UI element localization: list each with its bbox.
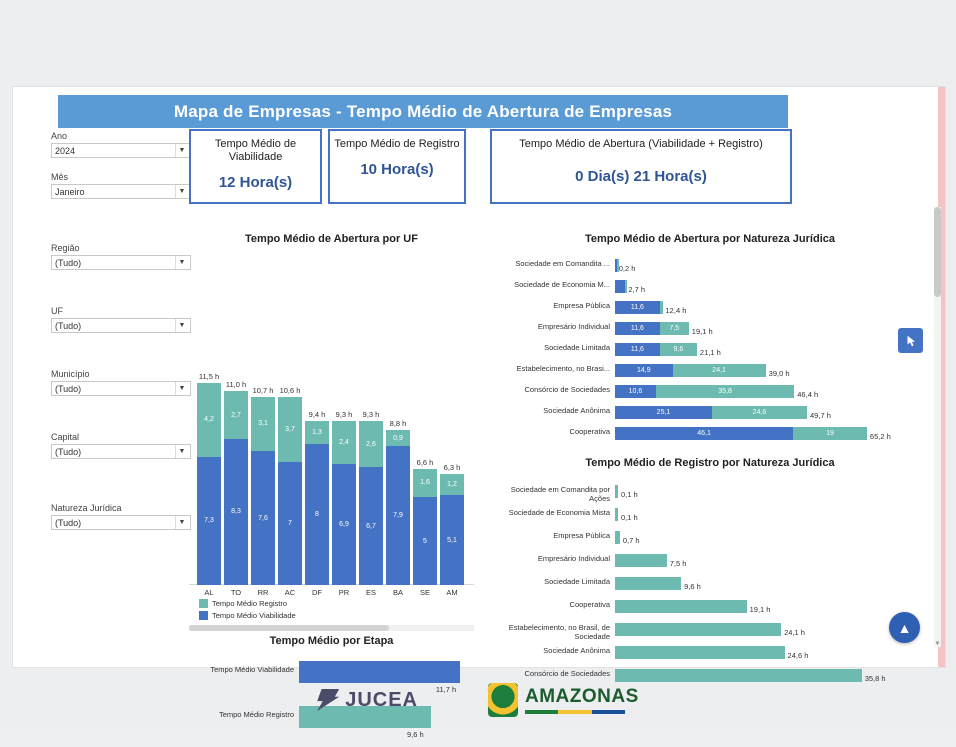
jucea-logo [317, 689, 418, 712]
uf-column-total: 10,7 h [252, 385, 274, 395]
natureza-registro-bars[interactable] [615, 485, 618, 498]
chart-abertura-por-uf-plot[interactable] [189, 293, 474, 623]
uf-column-total: 6,6 h [416, 457, 434, 467]
natureza-registro-row-value: 9,6 h [684, 582, 701, 591]
filter-uf[interactable] [51, 306, 191, 333]
uf-axis-label: RR [257, 588, 269, 597]
filter-ano[interactable] [51, 131, 191, 158]
uf-axis-label: TO [230, 588, 242, 597]
legend-swatch-registro [199, 599, 208, 608]
filter-natureza-value: (Tudo) [55, 518, 82, 528]
natureza-abertura-row-total: 19,1 h [691, 327, 713, 336]
natureza-registro-bar[interactable] [615, 508, 618, 521]
chart-abertura-por-uf [189, 233, 474, 633]
filter-municipio-select[interactable] [51, 381, 191, 396]
uf-axis-label: AC [284, 588, 296, 597]
natureza-abertura-row-total: 65,2 h [869, 432, 891, 441]
natureza-registro-bars[interactable] [615, 623, 781, 636]
filter-regiao-label: Região [51, 243, 80, 253]
uf-column-pr[interactable] [332, 410, 356, 597]
chevron-down-icon[interactable]: ▼ [175, 516, 188, 529]
natureza-registro-row[interactable] [544, 575, 701, 592]
uf-column-ac[interactable] [278, 385, 302, 597]
natureza-registro-row-label: Sociedade Anônima [543, 646, 610, 655]
filter-ano-value: 2024 [55, 146, 76, 156]
kpi-card-viabilidade [189, 129, 322, 204]
filter-uf-value: (Tudo) [55, 321, 82, 331]
natureza-registro-row-value: 24,6 h [787, 651, 809, 660]
natureza-registro-row-value: 35,8 h [864, 674, 886, 683]
legend-item-viabilidade [199, 611, 296, 620]
kpi-abertura-title: Tempo Médio de Abertura (Viabilidade + Registro) [519, 138, 763, 150]
uf-column-total: 9,3 h [335, 410, 353, 420]
kpi-viabilidade-value: 12 Hora(s) [218, 174, 293, 191]
natureza-abertura-row-label: Empresário Individual [537, 322, 610, 331]
filter-uf-label: UF [51, 306, 63, 316]
natureza-abertura-seg-registro[interactable]: 9,6 [660, 343, 697, 356]
natureza-abertura-seg-registro[interactable] [625, 280, 627, 293]
natureza-abertura-row-label: Empresa Pública [553, 301, 610, 310]
natureza-abertura-row-label: Consórcio de Sociedades [524, 385, 610, 394]
kpi-registro-title: Tempo Médio de Registro [334, 138, 460, 150]
dashboard-scroll-thumb[interactable] [934, 207, 941, 297]
natureza-abertura-row-label: Sociedade Anônima [543, 406, 610, 415]
filter-capital-value: (Tudo) [55, 447, 82, 457]
natureza-abertura-row-label: Sociedade em Comandita ... [515, 259, 610, 268]
kpi-card-registro [328, 129, 466, 204]
uf-column-total: 6,3 h [443, 463, 461, 473]
natureza-registro-bar[interactable] [615, 623, 781, 636]
uf-column-total: 11,5 h [198, 371, 220, 381]
chevron-down-icon[interactable]: ▼ [175, 185, 188, 198]
natureza-registro-row[interactable] [508, 506, 638, 523]
amazonas-wordmark [525, 686, 639, 714]
natureza-abertura-seg-registro[interactable]: 24,6 [712, 406, 807, 419]
natureza-registro-row-value: 0,1 h [621, 513, 638, 522]
etapa-row-value: 11,7 h [435, 685, 457, 694]
natureza-abertura-row-total: 46,4 h [797, 390, 819, 399]
uf-column-total: 9,4 h [308, 410, 326, 420]
etapa-row-label: Tempo Médio Viabilidade [210, 665, 294, 674]
filter-regiao-select[interactable] [51, 255, 191, 270]
uf-horizontal-scrollbar[interactable] [189, 625, 474, 631]
scroll-down-arrow-icon[interactable]: ▼ [934, 641, 941, 647]
natureza-registro-row-value: 19,1 h [749, 605, 771, 614]
chevron-down-icon[interactable]: ▼ [175, 256, 188, 269]
filter-capital-label: Capital [51, 432, 80, 442]
chart-registro-natureza-title: Tempo Médio de Registro por Natureza Jurídica [585, 457, 835, 469]
natureza-abertura-row[interactable] [569, 425, 891, 442]
kpi-registro-value: 10 Hora(s) [360, 161, 434, 178]
chart-abertura-por-uf-title: Tempo Médio de Abertura por UF [245, 233, 418, 245]
chart-abertura-natureza-plot[interactable] [514, 257, 915, 447]
natureza-abertura-seg-viabilidade[interactable]: 14,9 [615, 364, 673, 377]
dashboard-vertical-scrollbar[interactable] [934, 207, 941, 647]
uf-segment-registro[interactable]: 4,2 [197, 383, 221, 457]
natureza-registro-row[interactable] [510, 483, 638, 503]
filter-capital-select[interactable] [51, 444, 191, 459]
etapa-row-label: Tempo Médio Registro [218, 710, 294, 719]
natureza-registro-row-label: Empresa Pública [553, 531, 610, 540]
natureza-registro-row-label: Estabelecimento, no Brasil, de Sociedade [508, 623, 610, 641]
filter-mes[interactable] [51, 172, 191, 199]
filter-municipio-value: (Tudo) [55, 384, 82, 394]
natureza-abertura-row[interactable] [537, 320, 713, 337]
natureza-abertura-seg-viabilidade[interactable]: 10,6 [615, 385, 656, 398]
uf-segment-viabilidade[interactable]: 7,3 [197, 457, 221, 585]
uf-segment-registro[interactable]: 1,3 [305, 421, 329, 444]
filter-natureza-juridica[interactable] [51, 503, 191, 530]
legend-item-registro [199, 599, 296, 608]
natureza-abertura-bars[interactable] [615, 301, 663, 314]
uf-axis-label: ES [365, 588, 376, 597]
filter-ano-label: Ano [51, 131, 68, 141]
chart-legend [199, 599, 296, 623]
natureza-abertura-seg-registro[interactable]: 7,5 [660, 322, 689, 335]
natureza-registro-bar[interactable] [615, 577, 681, 590]
natureza-registro-row-value: 0,1 h [621, 490, 638, 499]
uf-segment-registro[interactable]: 1,6 [413, 469, 437, 497]
uf-axis-label: AM [446, 588, 458, 597]
amazonas-color-bar [525, 710, 625, 714]
legend-swatch-viabilidade [199, 611, 208, 620]
jucea-mark-icon [317, 689, 339, 711]
filter-municipio[interactable] [51, 369, 191, 396]
uf-segment-viabilidade[interactable]: 6,7 [359, 467, 383, 585]
natureza-registro-bars[interactable] [615, 577, 681, 590]
uf-column-se[interactable] [413, 457, 437, 597]
natureza-abertura-row-total: 21,1 h [699, 348, 721, 357]
natureza-registro-row[interactable] [508, 621, 805, 641]
natureza-abertura-row[interactable] [516, 362, 790, 379]
natureza-registro-row-label: Sociedade em Comandita por Ações [510, 485, 610, 503]
natureza-registro-row-label: Cooperativa [569, 600, 610, 609]
chevron-down-icon[interactable]: ▼ [175, 144, 188, 157]
natureza-registro-row[interactable] [537, 552, 687, 569]
uf-segment-viabilidade[interactable]: 7 [278, 462, 302, 585]
natureza-abertura-row-label: Cooperativa [569, 427, 610, 436]
kpi-card-abertura [490, 129, 792, 204]
legend-label-viabilidade: Tempo Médio Viabilidade [212, 611, 296, 620]
uf-column-am[interactable] [440, 463, 464, 597]
natureza-abertura-seg-viabilidade[interactable]: 25,1 [615, 406, 712, 419]
natureza-registro-row[interactable] [553, 529, 640, 546]
uf-axis-label: AL [204, 588, 214, 597]
natureza-abertura-row-total: 49,7 h [810, 411, 831, 420]
natureza-abertura-seg-viabilidade[interactable]: 11,6 [615, 322, 660, 335]
focus-mode-button[interactable] [898, 328, 923, 353]
natureza-registro-row-value: 0,7 h [622, 536, 640, 545]
chart-abertura-natureza-title: Tempo Médio de Abertura por Natureza Jurídica [585, 233, 835, 245]
uf-column-al[interactable] [197, 371, 221, 597]
natureza-registro-bars[interactable] [615, 508, 618, 521]
natureza-abertura-bars[interactable] [615, 427, 867, 440]
natureza-abertura-row-total: 0,2 h [618, 264, 636, 273]
natureza-registro-bar[interactable] [615, 646, 785, 659]
chart-etapa-title: Tempo Médio por Etapa [269, 635, 394, 647]
filter-capital[interactable] [51, 432, 191, 459]
uf-segment-registro[interactable]: 1,2 [440, 474, 464, 495]
natureza-registro-row[interactable] [543, 644, 809, 661]
filter-panel [51, 131, 191, 544]
natureza-registro-bar[interactable] [615, 531, 620, 544]
natureza-abertura-seg-viabilidade[interactable]: 46,1 [615, 427, 793, 440]
filter-regiao-value: (Tudo) [55, 258, 82, 268]
uf-scroll-thumb[interactable] [189, 625, 389, 631]
uf-segment-viabilidade[interactable]: 5,1 [440, 495, 464, 585]
uf-column-total: 10,6 h [279, 385, 301, 395]
natureza-abertura-row[interactable] [553, 299, 687, 316]
filter-natureza-select[interactable] [51, 515, 191, 530]
chevron-down-icon[interactable]: ▼ [175, 382, 188, 395]
kpi-abertura-value: 0 Dia(s) 21 Hora(s) [575, 168, 707, 185]
uf-segment-viabilidade[interactable]: 8,3 [224, 439, 248, 585]
filter-natureza-label: Natureza Jurídica [51, 503, 122, 513]
uf-segment-viabilidade[interactable]: 6,9 [332, 464, 356, 585]
natureza-registro-bar[interactable] [615, 554, 667, 567]
natureza-registro-row[interactable] [569, 598, 771, 615]
amazonas-brasao-icon [488, 683, 518, 717]
natureza-abertura-seg-viabilidade[interactable] [615, 280, 625, 293]
footer-logos [0, 672, 956, 728]
chevron-down-icon[interactable]: ▼ [175, 319, 188, 332]
natureza-registro-bar[interactable] [615, 600, 747, 613]
filter-ano-select[interactable] [51, 143, 191, 158]
uf-segment-registro[interactable]: 3,7 [278, 397, 302, 462]
natureza-abertura-row[interactable] [524, 383, 819, 400]
filter-mes-value: Janeiro [55, 187, 85, 197]
uf-segment-viabilidade[interactable]: 7,6 [251, 451, 275, 585]
natureza-abertura-bars[interactable] [615, 406, 807, 419]
uf-axis-label: SE [419, 588, 430, 597]
amazonas-label: AMAZONAS [525, 686, 639, 707]
uf-segment-viabilidade[interactable]: 5 [413, 497, 437, 585]
natureza-abertura-row[interactable] [544, 341, 721, 358]
kpi-viabilidade-title: Tempo Médio de Viabilidade [214, 138, 297, 163]
uf-segment-registro[interactable]: 3,1 [251, 397, 275, 452]
natureza-abertura-row-label: Sociedade Limitada [544, 343, 610, 352]
natureza-registro-bars[interactable] [615, 600, 747, 613]
natureza-abertura-row[interactable] [543, 404, 831, 421]
uf-segment-registro[interactable]: 2,6 [359, 421, 383, 467]
natureza-registro-row-value: 7,5 h [669, 559, 687, 568]
uf-segment-registro[interactable]: 2,4 [332, 421, 356, 463]
page-title: Mapa de Empresas - Tempo Médio de Abertura de Empresas [58, 95, 788, 128]
uf-segment-viabilidade[interactable]: 7,9 [386, 446, 410, 585]
natureza-registro-row-label: Sociedade de Economia Mista [508, 508, 610, 517]
filter-municipio-label: Município [51, 369, 90, 379]
natureza-abertura-row-total: 39,0 h [768, 369, 790, 378]
uf-column-total: 11,0 h [225, 380, 247, 390]
legend-label-registro: Tempo Médio Registro [212, 599, 288, 608]
natureza-abertura-row-label: Estabelecimento, no Brasi... [516, 364, 610, 373]
natureza-registro-row-value: 24,1 h [784, 628, 805, 637]
natureza-abertura-seg-viabilidade[interactable]: 11,6 [615, 343, 660, 356]
uf-axis-label: DF [312, 588, 322, 597]
uf-segment-viabilidade[interactable]: 8 [305, 444, 329, 585]
uf-column-total: 8,8 h [389, 419, 407, 429]
natureza-registro-bar[interactable] [615, 485, 618, 498]
uf-column-total: 9,3 h [362, 410, 380, 420]
etapa-row-value: 9,6 h [407, 730, 424, 739]
natureza-registro-row-label: Empresário Individual [537, 554, 610, 563]
natureza-abertura-seg-registro[interactable]: 35,8 [656, 385, 794, 398]
natureza-abertura-row-total: 12,4 h [665, 306, 687, 315]
natureza-registro-row-label: Consórcio de Sociedades [524, 669, 610, 678]
uf-segment-registro[interactable]: 0,9 [386, 430, 410, 446]
natureza-abertura-bars[interactable] [615, 385, 794, 398]
uf-segment-registro[interactable]: 2,7 [224, 391, 248, 439]
natureza-abertura-seg-registro[interactable]: 19 [793, 427, 867, 440]
natureza-registro-bars[interactable] [615, 646, 785, 659]
uf-axis-label: PR [338, 588, 350, 597]
filter-uf-select[interactable] [51, 318, 191, 333]
uf-column-to[interactable] [224, 380, 248, 597]
natureza-abertura-seg-registro[interactable] [660, 301, 663, 314]
uf-column-es[interactable] [359, 410, 383, 597]
natureza-abertura-bars[interactable] [615, 322, 689, 335]
uf-column-ba[interactable] [386, 419, 410, 597]
natureza-abertura-bars[interactable] [615, 364, 766, 377]
natureza-abertura-row-total: 2,7 h [628, 285, 646, 294]
uf-axis-label: BA [392, 588, 403, 597]
natureza-registro-bars[interactable] [615, 554, 667, 567]
filter-mes-label: Mês [51, 172, 69, 182]
chevron-up-icon: ▲ [897, 619, 912, 636]
natureza-abertura-row[interactable] [515, 257, 636, 274]
filter-mes-select[interactable] [51, 184, 191, 199]
natureza-abertura-seg-viabilidade[interactable]: 11,6 [615, 301, 660, 314]
uf-column-rr[interactable] [251, 385, 275, 597]
natureza-abertura-bars[interactable] [615, 343, 697, 356]
chevron-down-icon[interactable]: ▼ [175, 445, 188, 458]
natureza-registro-row-label: Sociedade Limitada [544, 577, 610, 586]
amazonas-logo [488, 683, 639, 717]
jucea-label: JUCEA [345, 688, 418, 711]
natureza-registro-bars[interactable] [615, 531, 620, 544]
natureza-abertura-bars[interactable] [615, 280, 627, 293]
scroll-to-top-button[interactable] [889, 612, 920, 643]
natureza-abertura-row-label: Sociedade de Economia M... [514, 280, 610, 289]
filter-regiao[interactable] [51, 243, 191, 270]
natureza-abertura-row[interactable] [514, 278, 646, 295]
uf-column-df[interactable] [305, 410, 329, 597]
natureza-abertura-seg-registro[interactable]: 24,1 [673, 364, 766, 377]
